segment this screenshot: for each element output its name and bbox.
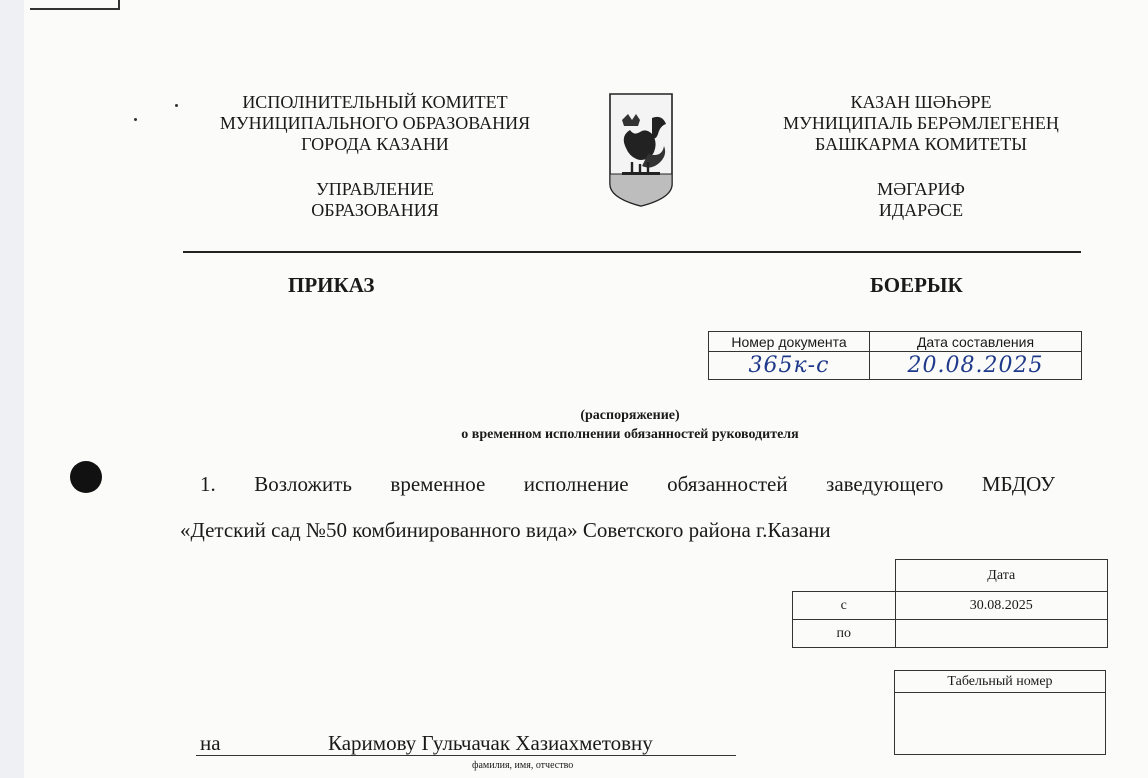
header-right-line2: МУНИЦИПАЛЬ БЕРӘМЛЕГЕНЕҢ <box>783 113 1059 133</box>
header-divider <box>183 251 1081 253</box>
period-to-label: по <box>793 620 896 648</box>
subtitle-disposition: (распоряжение) <box>580 408 680 423</box>
period-table <box>792 559 1108 648</box>
header-left <box>180 92 570 221</box>
header-right-line1: КАЗАН ШӘҺӘРЕ <box>850 92 992 112</box>
header-left-line3: ГОРОДА КАЗАНИ <box>301 134 449 154</box>
period-header: Дата <box>895 560 1108 592</box>
order-title-tt: БОЕРЫК <box>870 273 963 297</box>
period-from-value: 30.08.2025 <box>895 592 1108 620</box>
speck <box>175 104 178 107</box>
tab-number-header: Табельный номер <box>895 671 1106 693</box>
paragraph-line2: «Детский сад №50 комбинированного вида» Советского района г.Казани <box>180 518 831 542</box>
hole-punch-mark <box>70 461 102 493</box>
period-to-value <box>895 620 1108 648</box>
doc-number-value: 365к-с <box>709 352 870 380</box>
tab-number-table <box>894 670 1106 755</box>
period-from-label: с <box>793 592 896 620</box>
subtitle-block <box>300 408 960 443</box>
header-left-dept2: ОБРАЗОВАНИЯ <box>311 200 439 220</box>
header-right-line3: БАШКАРМА КОМИТЕТЫ <box>814 134 1028 154</box>
window-left-edge <box>0 0 25 778</box>
kazan-zilant-emblem-icon <box>608 92 674 208</box>
assignee-name: Каримову Гульчачак Хазиахметовну <box>328 731 653 755</box>
header-right-dept2: ИДАРӘСЕ <box>878 200 964 220</box>
header-right <box>726 92 1116 221</box>
doc-number-table <box>708 331 1082 380</box>
header-left-line2: МУНИЦИПАЛЬНОГО ОБРАЗОВАНИЯ <box>219 113 531 133</box>
doc-date-header: Дата составления <box>870 332 1082 352</box>
header-left-dept1: УПРАВЛЕНИЕ <box>316 179 434 199</box>
subtitle-topic: о временном исполнении обязанностей руководителя <box>461 427 799 442</box>
corner-bracket <box>30 0 120 10</box>
paragraph-line1: 1. Возложить временное исполнение обязанностей заведующего МБДОУ <box>200 472 1055 496</box>
speck <box>134 118 137 121</box>
assignee-prefix: на <box>200 731 221 755</box>
header-right-dept1: МӘГАРИФ <box>877 179 965 199</box>
doc-number-header: Номер документа <box>709 332 870 352</box>
order-title-ru: ПРИКАЗ <box>288 273 375 297</box>
doc-date-value: 20.08.2025 <box>870 352 1082 380</box>
tab-number-value <box>895 693 1106 755</box>
header-left-line1: ИСПОЛНИТЕЛЬНЫЙ КОМИТЕТ <box>242 92 508 112</box>
assignee-caption: фамилия, имя, отчество <box>472 760 574 771</box>
assignee-underline <box>196 755 736 756</box>
